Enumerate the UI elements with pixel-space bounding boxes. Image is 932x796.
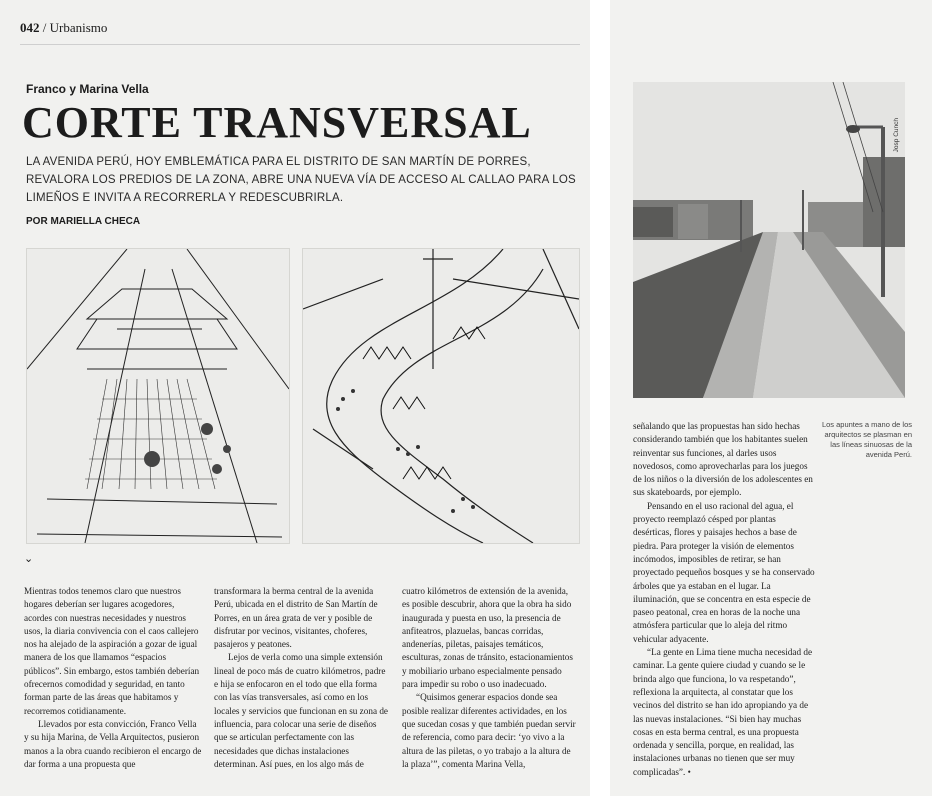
- col4-paragraph-3: “La gente en Lima tiene mucha necesidad de caminar. La gente quiere ciudad y cuando se le brinda algo que funciona, lo va respetando”, reflexiona la arquitecta, al constatar que los vecinos del distrito se han ido apropiando ya de las nuevas instalaciones. “Si bien hay muchas cosas en esta berma central, es una propuesta ordenada y sencilla, porque, en realidad, las instalaciones urbanas no tienen que ser muy complicadas”. •: [633, 647, 813, 777]
- body-column-4: [633, 420, 815, 779]
- chevron-down-icon: ⌄: [24, 552, 34, 565]
- sketch-plan-drawing: [303, 249, 579, 543]
- article-kicker: Franco y Marina Vella: [26, 82, 149, 96]
- col2-paragraph-2: Lejos de verla como una simple extensión lineal de poco más de cuatro kilómetros, padre e hija se enfocaron en el todo que ella forma con las vías transversales, así como en los locales y servicios que funcionan en su zona de influencia, para colocar una serie de diseños que se articulan perfectamente con las necesidades que dichas instalaciones determinan. Así pues, en los algo más de: [214, 652, 388, 769]
- header-rule: [20, 44, 580, 45]
- header-separator: /: [39, 20, 50, 35]
- sketch-avenue-perspective: [26, 248, 290, 544]
- article-byline: POR MARIELLA CHECA: [26, 216, 141, 227]
- article-lede: LA AVENIDA PERÚ, HOY EMBLEMÁTICA PARA EL DISTRITO DE SAN MARTÍN DE PORRES, REVALORA LOS PREDIOS DE LA ZONA, ABRE UNA NUEVA VÍA DE ACCESO AL CALLAO PARA LOS LIMEÑOS E INVITA A RECORRERLA Y REDESCUBRIRLA.: [26, 156, 576, 204]
- col1-paragraph-1: Mientras todos tenemos claro que nuestros hogares deberían ser lugares acogedores, acordes con nuestras necesidades y nuestros usos, la diaria convivencia con el caos callejero nos ha alejado de la aspiración a gozar de igual manera de los que llamamos “espacios públicos”. Sin embargo, estos también deberían ofrecernos comodidad y seguridad, en tanto forman parte de las áreas que habitamos y recorremos cotidianamente.: [24, 586, 200, 716]
- col3-paragraph-1: cuatro kilómetros de extensión de la avenida, es posible descubrir, ahora que la obra ha sido inaugurada y puesta en uso, la presencia de anfiteatros, plazuelas, bancas corridas, andenerías, piletas, paisajes temáticos, esculturas, zonas de tránsito, estacionamientos y mobiliario urbano especialmente pensado para impedir su robo o uso inadecuado.: [402, 586, 573, 690]
- sketch-plan-view: [302, 248, 580, 544]
- section-name: Urbanismo: [49, 20, 108, 35]
- col1-paragraph-2: Llevados por esta convicción, Franco Vella y su hija Marina, de Vella Arquitectos, pusieron manos a la obra cuando recibieron el encargo de dar forma a una propuesta que: [24, 718, 202, 769]
- photo-caption: Los apuntes a mano de los arquitectos se plasman en las líneas sinuosas de la avenida Perú.: [821, 420, 912, 459]
- sketch-perspective-drawing: [27, 249, 289, 543]
- photo-credit: Josp Cunch: [893, 118, 900, 153]
- body-column-3: [402, 585, 578, 771]
- article-title: CORTE TRANSVERSAL: [22, 98, 532, 147]
- body-column-1: [24, 585, 202, 771]
- body-column-2: [214, 585, 390, 771]
- col2-paragraph-1: transformara la berma central de la avenida Perú, ubicada en el distrito de San Martín de Porres, en un área grata de ver y posible de disfrutar por vecinos, visitantes, choferes, pasajeros y peatones.: [214, 586, 378, 650]
- col4-paragraph-1: señalando que las propuestas han sido hechas considerando también que los habitantes suelen reinventar sus funciones, al darles usos novedosos, como aprovecharlas para los juegos de los niños o la diversión de los adolescentes en sus skateboards, por ejemplo.: [633, 421, 813, 498]
- page-header: [20, 20, 107, 36]
- col3-paragraph-2: “Quisimos generar espacios donde sea posible realizar diferentes actividades, en los que sucedan cosas y que también puedan servir de referencia, como para decir: ‘yo vivo a la altura de las piletas, o yo trabajo a la altura de la plaza’”, comenta Marina Vella,: [402, 692, 576, 769]
- col4-paragraph-2: Pensando en el uso racional del agua, el proyecto reemplazó césped por plantas desérticas, flores y paisajes hechos a base de piedra. Para proteger la visión de elementos incómodos, imposibles de retirar, se han proyectado pequeños bosques y se ha conservado árboles que ya estaban en el lugar. La iluminación, que se concentra en esta especie de paseo peatonal, crea en horas de la noche una atmósfera particular que lo aleja del ritmo vehicular adyacente.: [633, 500, 815, 644]
- street-photo: [633, 82, 905, 398]
- page-number: 042: [20, 20, 40, 35]
- street-photo-image: [633, 82, 905, 398]
